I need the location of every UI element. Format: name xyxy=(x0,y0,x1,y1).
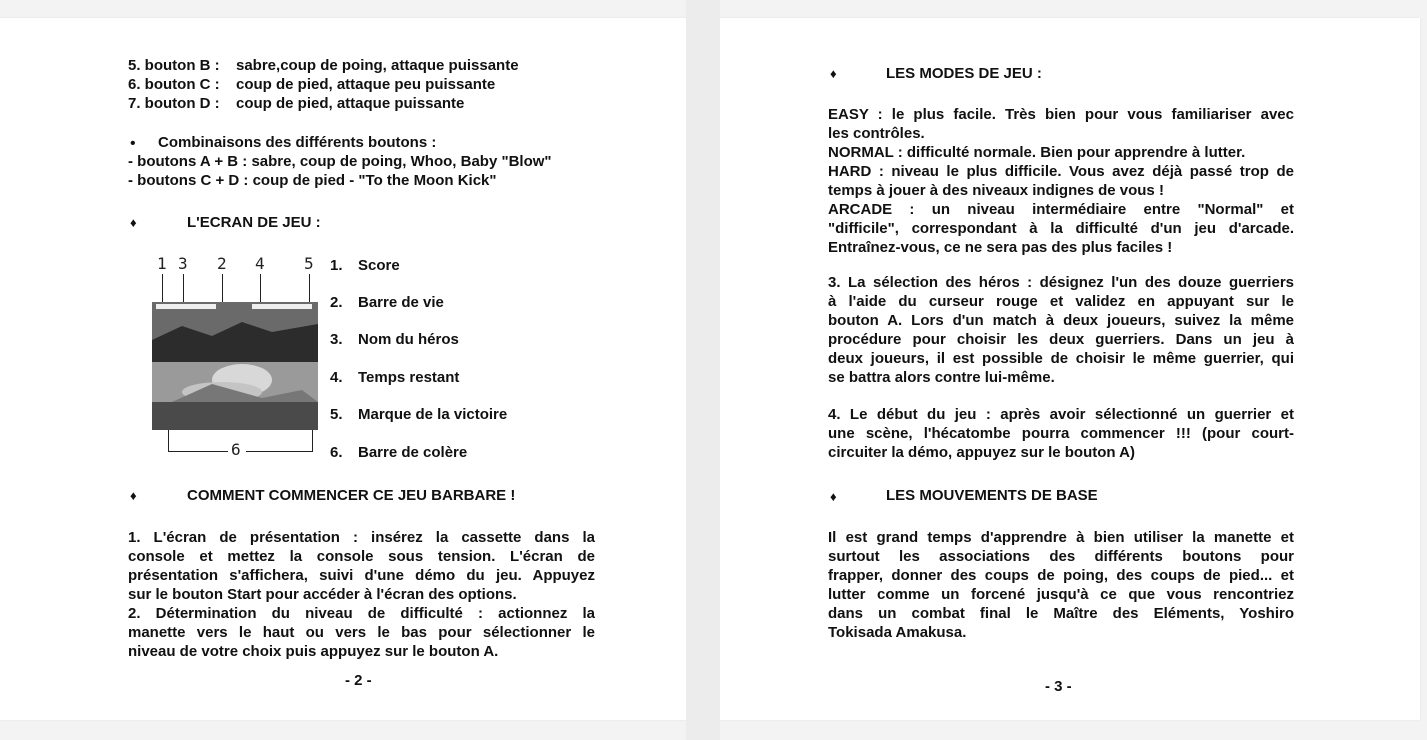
step-3-paragraph: 3. La sélection des héros : désignez l'un des douze guerriers à l'aide du curseur rouge et validez en appuyant sur le bouton A. Lors d'un match à deux joueurs, suivez la même procédure pour choisir les deux guerriers. Dans un jeu à deux joueurs, il est possible de choisir le même guerrier, qui se battra alors contre lui-même. xyxy=(828,274,1294,386)
combos-heading: Combinaisons des différents boutons : xyxy=(158,134,437,151)
combo-line: - boutons A + B : sabre, coup de poing, Whoo, Baby "Blow" xyxy=(128,153,552,170)
diamond-bullet-icon: ♦ xyxy=(830,489,837,504)
callout-1: 1 xyxy=(157,254,167,273)
step-4-paragraph: 4. Le début du jeu : après avoir sélectionné un guerrier et une scène, l'hécatombe pourra commencer !!! (pour court- circuiter la démo, appuyez sur le bouton A) xyxy=(828,406,1294,461)
moves-heading: LES MOUVEMENTS DE BASE xyxy=(886,487,1098,504)
start-heading: COMMENT COMMENCER CE JEU BARBARE ! xyxy=(187,487,516,504)
moves-paragraph: Il est grand temps d'apprendre à bien utiliser la manette et surtout les associations des différents boutons pour frapper, donner des coups de poing, des coups de pied... et lutter comme un forcené jusqu'à ce que vous rencontriez dans un combat final le Maître des Eléments, Yoshiro Tokisada Amakusa. xyxy=(828,529,1294,641)
callout-5: 5 xyxy=(304,254,314,273)
step-1-paragraph: 1. L'écran de présentation : insérez la cassette dans la console et mettez la console sous tension. L'écran de présentation s'affichera, suivi d'une démo du jeu. Appuyez sur le bouton Start pour accéder à l'écran des options. xyxy=(128,529,595,603)
game-screenshot xyxy=(152,302,318,430)
legend-item: 4. Temps restant xyxy=(330,369,460,386)
legend-item: 6. Barre de colère xyxy=(330,444,468,461)
diamond-bullet-icon: ♦ xyxy=(130,488,137,503)
page-gutter xyxy=(686,0,720,740)
step-2-paragraph: 2. Détermination du niveau de difficulté : actionnez la manette vers le haut ou vers le bas pour sélectionner le niveau de votre choix puis appuyez sur le bouton A. xyxy=(128,605,595,660)
screen-heading: L'ECRAN DE JEU : xyxy=(187,214,321,231)
legend-item: 3. Nom du héros xyxy=(330,331,459,348)
legend-item: 5. Marque de la victoire xyxy=(330,406,508,423)
game-screen-figure xyxy=(152,250,324,460)
legend-item: 2. Barre de vie xyxy=(330,294,444,311)
modes-heading: LES MODES DE JEU : xyxy=(886,65,1042,82)
button-b-line: 5. bouton B : sabre,coup de poing, attaque puissante xyxy=(128,57,519,74)
legend-item: 1. Score xyxy=(330,257,400,274)
diamond-bullet-icon: ♦ xyxy=(830,66,837,81)
button-c-line: 6. bouton C : coup de pied, attaque peu puissante xyxy=(128,76,496,93)
callout-4: 4 xyxy=(255,254,265,273)
callout-3: 3 xyxy=(178,254,188,273)
callout-6: 6 xyxy=(231,440,241,459)
page-number: - 3 - xyxy=(1045,678,1072,695)
button-d-line: 7. bouton D : coup de pied, attaque puissante xyxy=(128,95,465,112)
round-bullet-icon: • xyxy=(130,135,136,152)
combo-line: - boutons C + D : coup de pied - "To the Moon Kick" xyxy=(128,172,497,189)
diamond-bullet-icon: ♦ xyxy=(130,215,137,230)
page-number: - 2 - xyxy=(345,672,372,689)
callout-2: 2 xyxy=(217,254,227,273)
modes-paragraph: EASY : le plus facile. Très bien pour vous familiariser avec les contrôles. NORMAL : difficulté normale. Bien pour apprendre à lutter. HARD : niveau le plus difficile. Vous avez déjà passé trop de temps à jouer à des niveaux indignes de vous ! ARCADE : un niveau intermédiaire entre "Normal" et "difficile", correspondant à la difficulté d'un jeu d'arcade. Entraînez-vous, ce ne sera pas des plus faciles ! xyxy=(828,106,1294,256)
